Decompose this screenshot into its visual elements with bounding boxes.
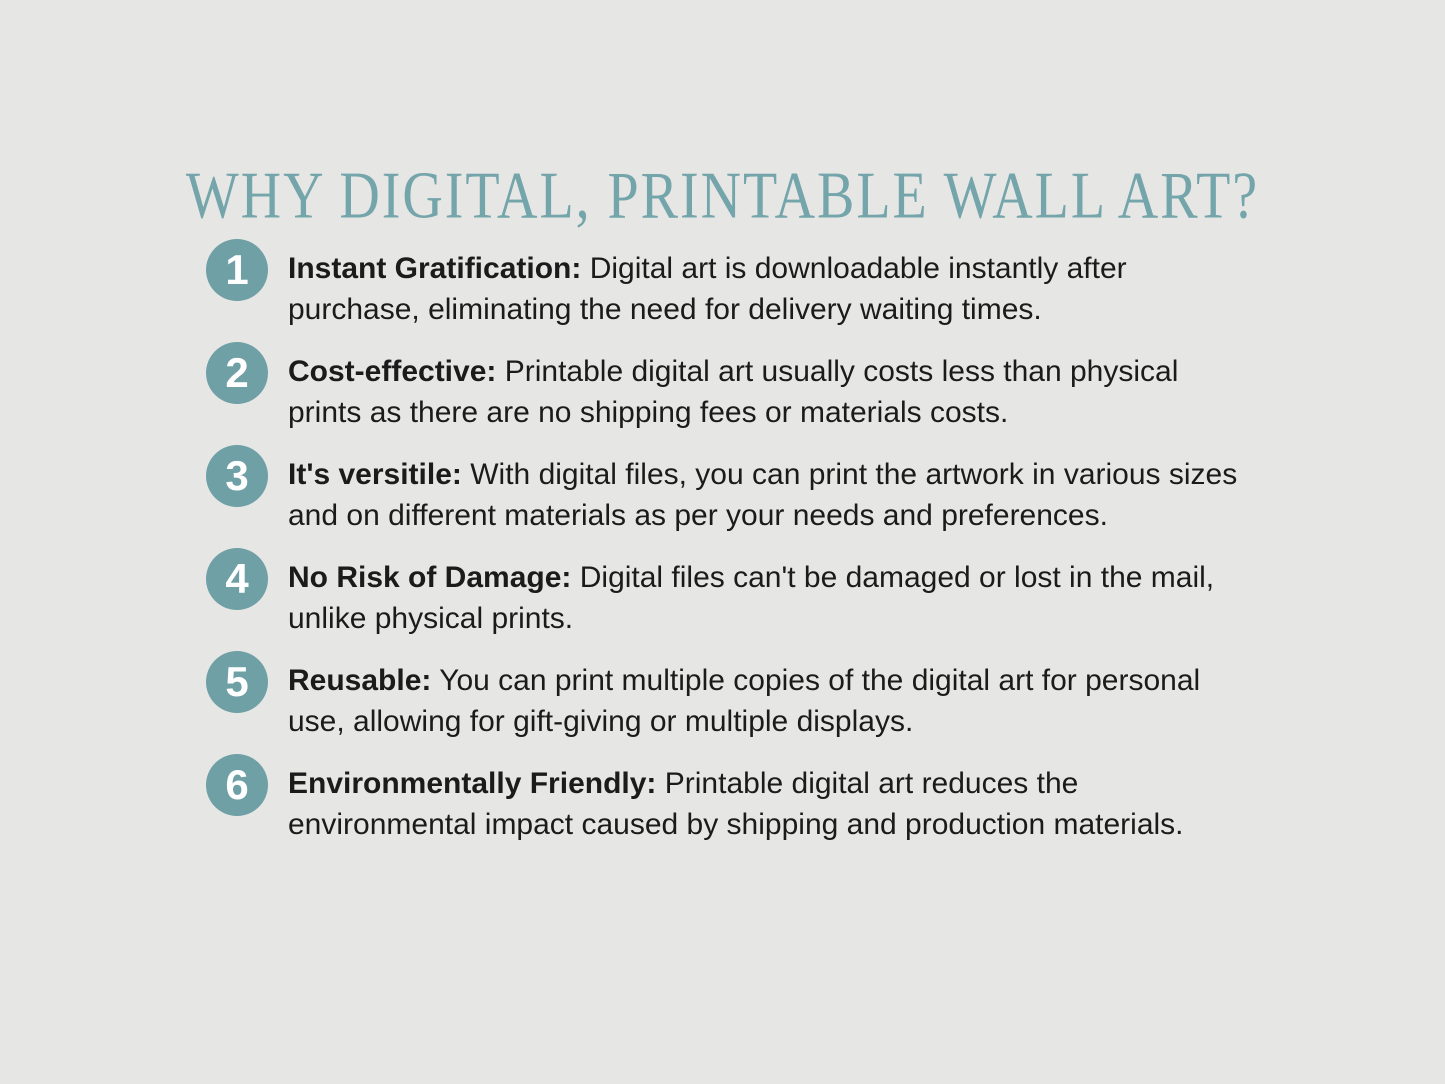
- list-item: [206, 660, 1246, 742]
- number-badge: 3: [206, 445, 268, 507]
- number-badge: 5: [206, 651, 268, 713]
- item-lead: Instant Gratification:: [288, 252, 582, 285]
- item-text: [288, 454, 1238, 536]
- item-lead: No Risk of Damage:: [288, 561, 572, 594]
- item-text: [288, 660, 1238, 742]
- item-body: Digital files can't be damaged or lost in the mail, unlike physical prints.: [288, 561, 1215, 635]
- page-title: WHY DIGITAL, PRINTABLE WALL ART?: [185, 158, 1260, 233]
- item-body: Printable digital art reduces the environmental impact caused by shipping and production materials.: [288, 767, 1184, 841]
- item-body: With digital files, you can print the artwork in various sizes and on different materials as per your needs and preferences.: [288, 458, 1238, 532]
- benefits-list: [206, 248, 1246, 866]
- item-text: [288, 763, 1238, 845]
- number-badge: 2: [206, 342, 268, 404]
- item-text: [288, 557, 1238, 639]
- item-lead: Environmentally Friendly:: [288, 767, 657, 800]
- list-item: [206, 763, 1246, 845]
- item-lead: Cost-effective:: [288, 355, 497, 388]
- number-badge: 1: [206, 239, 268, 301]
- number-badge: 6: [206, 754, 268, 816]
- item-lead: Reusable:: [288, 664, 432, 697]
- number-badge: 4: [206, 548, 268, 610]
- list-item: [206, 248, 1246, 330]
- list-item: [206, 454, 1246, 536]
- item-body: Digital art is downloadable instantly after purchase, eliminating the need for delivery waiting times.: [288, 252, 1127, 326]
- list-item: [206, 351, 1246, 433]
- list-item: [206, 557, 1246, 639]
- item-text: [288, 351, 1238, 433]
- item-body: You can print multiple copies of the digital art for personal use, allowing for gift-giving or multiple displays.: [288, 664, 1201, 738]
- item-body: Printable digital art usually costs less than physical prints as there are no shipping fees or materials costs.: [288, 355, 1179, 429]
- item-text: [288, 248, 1238, 330]
- item-lead: It's versitile:: [288, 458, 462, 491]
